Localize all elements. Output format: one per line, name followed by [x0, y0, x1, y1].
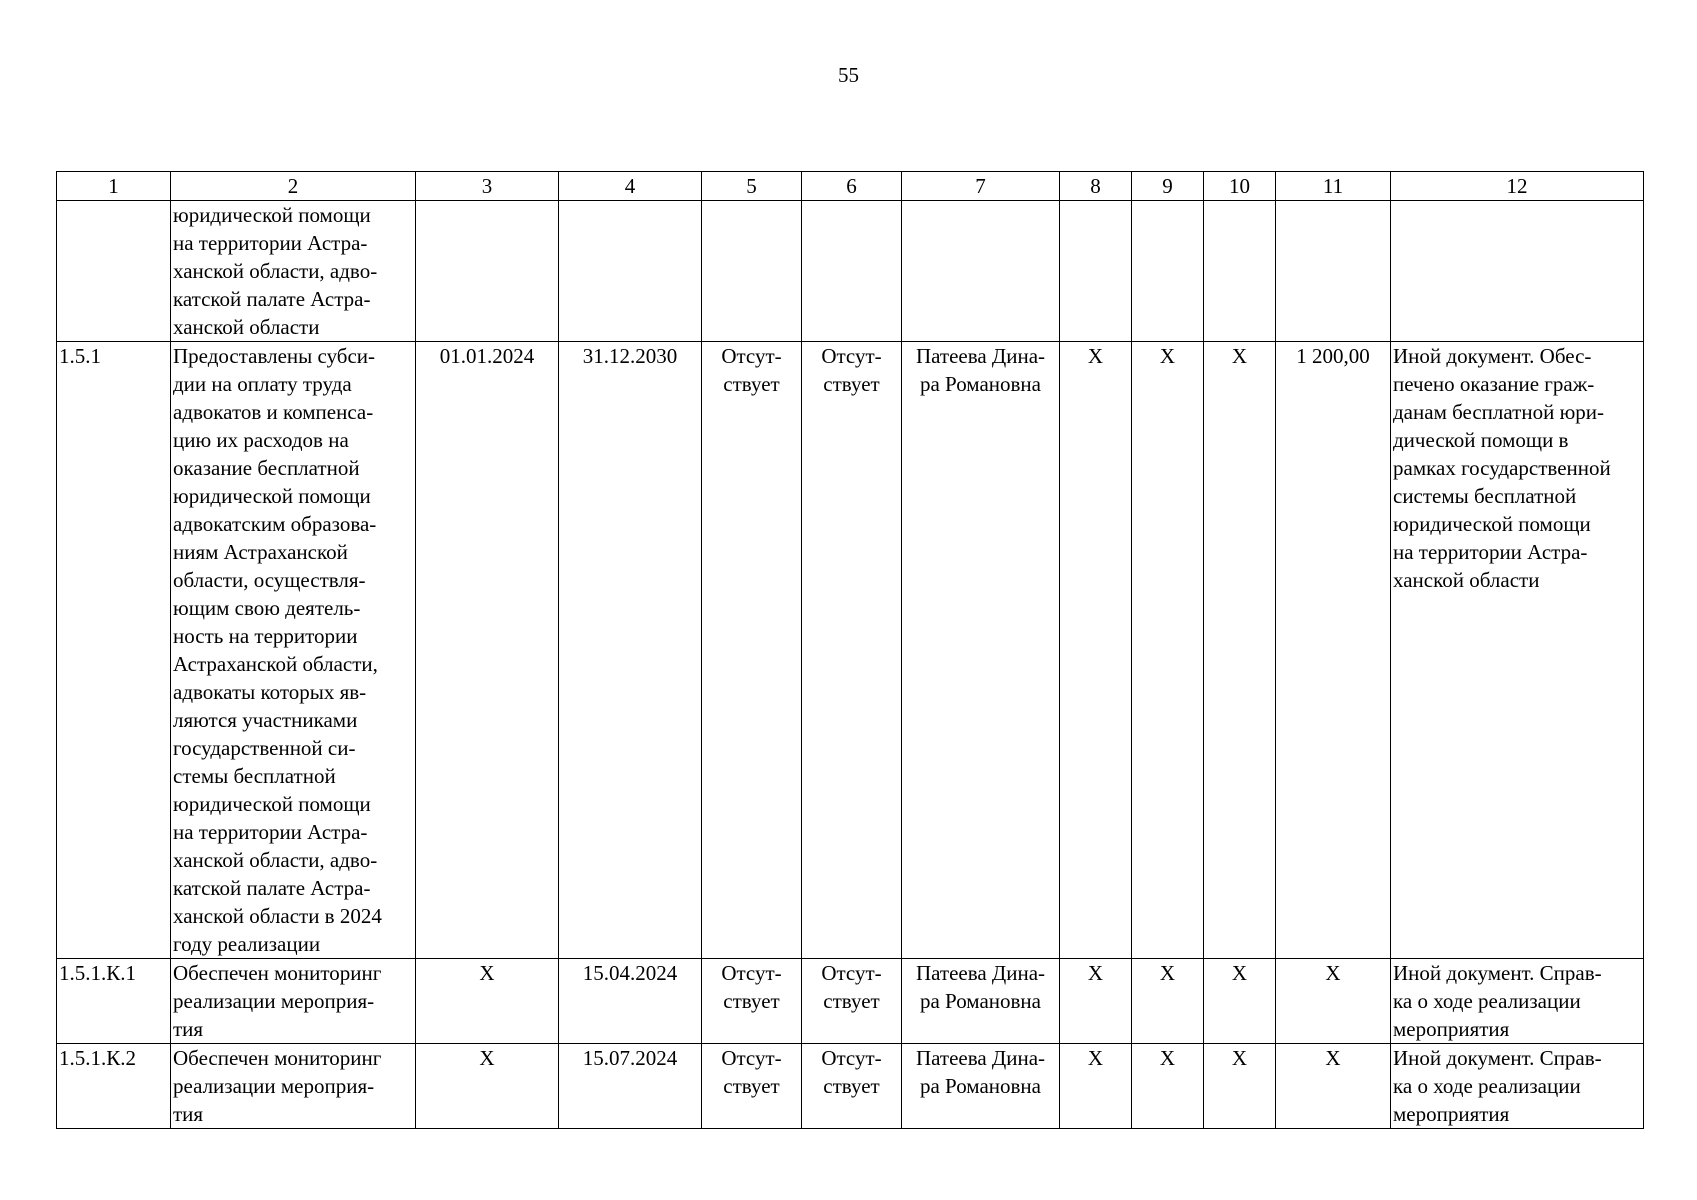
text-line: тия [173, 1102, 204, 1126]
start-date-cell: 01.01.2024 [416, 342, 559, 959]
text-line: дической помощи в [1393, 428, 1569, 452]
text-line: Астраханской области, [173, 652, 378, 676]
description-cell [171, 342, 416, 959]
col8-cell: X [1060, 342, 1132, 959]
text-line: стемы бесплатной [173, 764, 336, 788]
header-cell: 1 [57, 172, 171, 201]
text-line: реализации мероприя- [173, 989, 375, 1013]
text-line: цию их расходов на [173, 428, 349, 452]
text-line: Патеева Дина- [915, 1046, 1046, 1070]
col6-cell [802, 1044, 902, 1129]
text-line: области, осуществля- [173, 568, 366, 592]
text-line: ствует [723, 989, 780, 1013]
text-line: ханской области [1393, 568, 1540, 592]
text-line: ра Романовна [919, 989, 1041, 1013]
header-cell: 12 [1391, 172, 1644, 201]
col6-cell [802, 959, 902, 1044]
text-line: ра Романовна [919, 1074, 1041, 1098]
text-line: оказание бесплатной [173, 456, 360, 480]
text-line: ствует [823, 372, 880, 396]
amount-cell: 1 200,00 [1276, 342, 1391, 959]
text-line: на территории Астра- [173, 231, 368, 255]
text-line: ка о ходе реализации [1393, 989, 1581, 1013]
text-line: ствует [723, 1074, 780, 1098]
header-cell: 8 [1060, 172, 1132, 201]
text-line: Патеева Дина- [915, 344, 1046, 368]
table-row [57, 1044, 1644, 1129]
text-line: данам бесплатной юри- [1393, 400, 1604, 424]
col8-cell: X [1060, 1044, 1132, 1129]
col9-cell: X [1132, 1044, 1204, 1129]
table-cell [702, 201, 802, 342]
text-line: Отсут- [721, 344, 782, 368]
table-cell [57, 201, 171, 342]
result-cell [1391, 342, 1644, 959]
header-cell: 9 [1132, 172, 1204, 201]
text-line: ханской области в 2024 [173, 904, 382, 928]
start-date-cell: X [416, 959, 559, 1044]
description-cell [171, 1044, 416, 1129]
text-line: Иной документ. Обес- [1393, 344, 1592, 368]
text-line: Патеева Дина- [915, 961, 1046, 985]
text-line: юридической помощи [173, 792, 371, 816]
text-line: на территории Астра- [1393, 540, 1588, 564]
code-cell: 1.5.1.К.2 [57, 1044, 171, 1129]
result-cell [1391, 1044, 1644, 1129]
end-date-cell: 15.07.2024 [559, 1044, 702, 1129]
text-line: Отсут- [821, 344, 882, 368]
text-line: ра Романовна [919, 372, 1041, 396]
text-line: Иной документ. Справ- [1393, 961, 1602, 985]
table-cell [1132, 201, 1204, 342]
col8-cell: X [1060, 959, 1132, 1044]
text-line: адвокатским образова- [173, 512, 377, 536]
responsible-cell [902, 1044, 1060, 1129]
text-line: адвокаты которых яв- [173, 680, 367, 704]
responsible-cell [902, 959, 1060, 1044]
header-cell: 6 [802, 172, 902, 201]
text-line: адвокатов и компенса- [173, 400, 374, 424]
text-line: году реализации [173, 932, 321, 956]
text-line: Обеспечен мониторинг [173, 1046, 382, 1070]
result-cell [1391, 959, 1644, 1044]
table-cell [416, 201, 559, 342]
start-date-cell: X [416, 1044, 559, 1129]
text-line: Иной документ. Справ- [1393, 1046, 1602, 1070]
text-line: ность на территории [173, 624, 358, 648]
text-line: системы бесплатной [1393, 484, 1577, 508]
table-cell [1276, 201, 1391, 342]
header-cell: 3 [416, 172, 559, 201]
text-line: юридической помощи [173, 484, 371, 508]
page-number: 55 [838, 63, 859, 87]
amount-cell: X [1276, 1044, 1391, 1129]
text-line: дии на оплату труда [173, 372, 352, 396]
text-line: реализации мероприя- [173, 1074, 375, 1098]
text-line: мероприятия [1393, 1017, 1510, 1041]
text-line: катской палате Астра- [173, 287, 371, 311]
col6-cell [802, 342, 902, 959]
text-line: Предоставлены субси- [173, 344, 376, 368]
text-line: Отсут- [821, 1046, 882, 1070]
col9-cell: X [1132, 959, 1204, 1044]
table-cell [802, 201, 902, 342]
header-cell: 2 [171, 172, 416, 201]
continuation-row [57, 201, 1644, 342]
header-cell: 4 [559, 172, 702, 201]
text-line: на территории Астра- [173, 820, 368, 844]
col5-cell [702, 342, 802, 959]
text-line: ханской области, адво- [173, 848, 378, 872]
text-line: ствует [723, 372, 780, 396]
responsible-cell [902, 342, 1060, 959]
table-cell [902, 201, 1060, 342]
activities-table [56, 171, 1644, 1129]
continuation-description-cell [171, 201, 416, 342]
header-row [57, 172, 1644, 201]
table-cell [1391, 201, 1644, 342]
text-line: юридической помощи [1393, 512, 1591, 536]
text-line: юридической помощи [173, 203, 371, 227]
text-line: печено оказание граж- [1393, 372, 1595, 396]
col10-cell: X [1204, 342, 1276, 959]
text-line: ханской области [173, 315, 320, 339]
text-line: Отсут- [721, 961, 782, 985]
text-line: Отсут- [721, 1046, 782, 1070]
description-cell [171, 959, 416, 1044]
col5-cell [702, 959, 802, 1044]
header-cell: 5 [702, 172, 802, 201]
text-line: ханской области, адво- [173, 259, 378, 283]
table-row [57, 342, 1644, 959]
table-cell [1060, 201, 1132, 342]
code-cell: 1.5.1.К.1 [57, 959, 171, 1044]
end-date-cell: 31.12.2030 [559, 342, 702, 959]
text-line: мероприятия [1393, 1102, 1510, 1126]
col5-cell [702, 1044, 802, 1129]
text-line: государственной си- [173, 736, 356, 760]
text-line: ствует [823, 989, 880, 1013]
text-line: Обеспечен мониторинг [173, 961, 382, 985]
col10-cell: X [1204, 1044, 1276, 1129]
text-line: ствует [823, 1074, 880, 1098]
text-line: ниям Астраханской [173, 540, 348, 564]
col10-cell: X [1204, 959, 1276, 1044]
text-line: ка о ходе реализации [1393, 1074, 1581, 1098]
header-cell: 7 [902, 172, 1060, 201]
header-cell: 11 [1276, 172, 1391, 201]
text-line: ляются участниками [173, 708, 358, 732]
text-line: тия [173, 1017, 204, 1041]
code-cell: 1.5.1 [57, 342, 171, 959]
table-row [57, 959, 1644, 1044]
text-line: ющим свою деятель- [173, 596, 361, 620]
col9-cell: X [1132, 342, 1204, 959]
amount-cell: X [1276, 959, 1391, 1044]
header-cell: 10 [1204, 172, 1276, 201]
end-date-cell: 15.04.2024 [559, 959, 702, 1044]
table-cell [559, 201, 702, 342]
text-line: катской палате Астра- [173, 876, 371, 900]
table-cell [1204, 201, 1276, 342]
text-line: рамках государственной [1393, 456, 1611, 480]
text-line: Отсут- [821, 961, 882, 985]
